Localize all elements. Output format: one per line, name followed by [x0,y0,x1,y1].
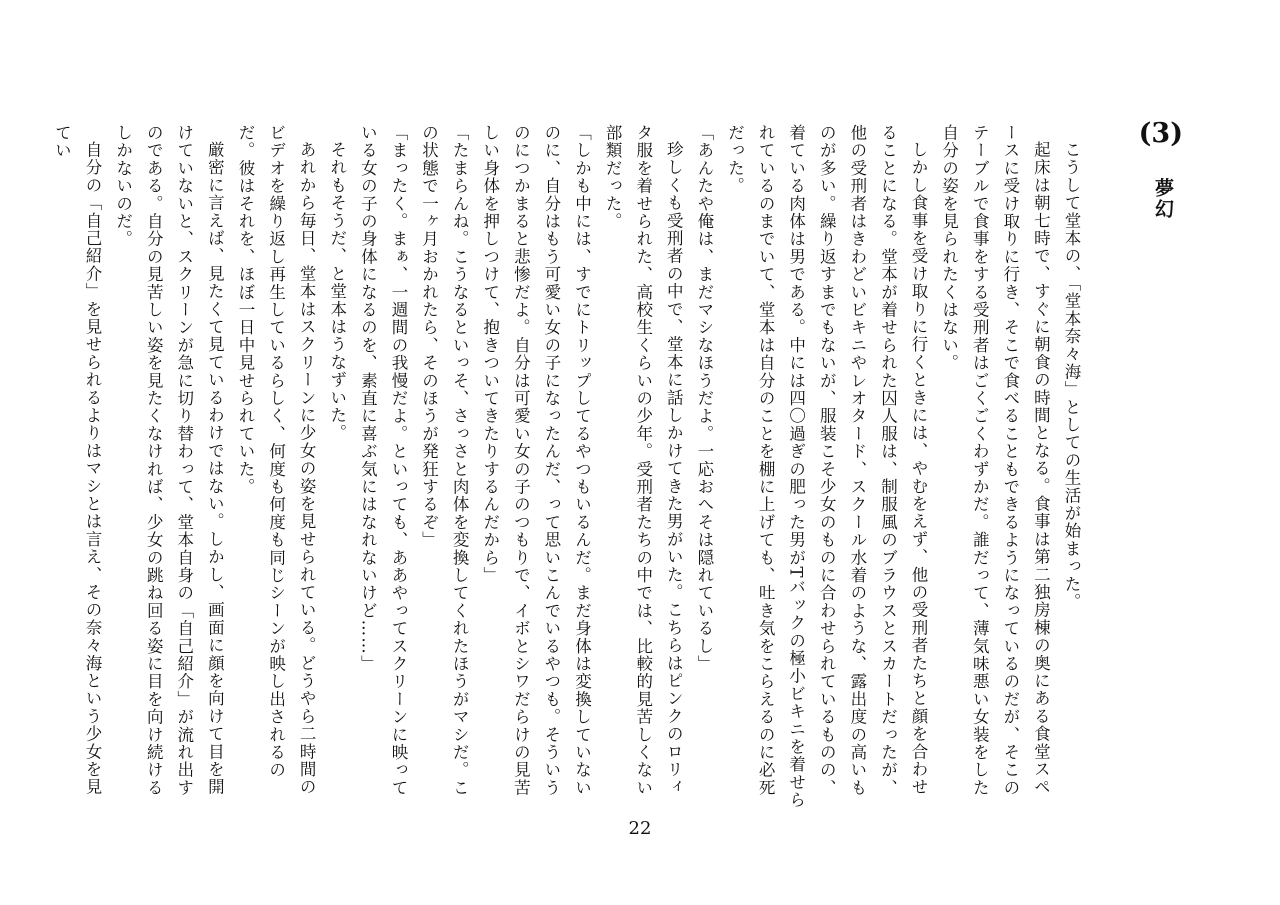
body-text [52,124,1086,809]
paragraph: それもそうだ、と堂本はうなずいた。 [327,140,347,442]
paragraph: 珍しくも受刑者の中で、堂本に話しかけてきた男がいた。こちらはピンクのロリィタ服を着せられた、高校生くらいの少年。受刑者たちの中では、比較的見苦しくない部類だった。 [603,124,684,797]
paragraph: 「あんたや俺は、まだマシなほうだよ。一応おへそは隠れているし」 [694,124,714,673]
paragraph: しかし食事を受け取りに行くときには、やむをえず、他の受刑者たちと顔を合わせることになる。堂本が着せられた囚人服は、制服風のブラウスとスカートだったが、他の受刑者はきわどいビキニやレオタード、スクール水着のような、露出度の高いものが多い。繰り返すまでもないが、服装こそ少女のものに合わせられているものの、着ている肉体は男である。中には四〇過ぎの肥った男がTバックの極小ビキニを着せられているのまでいて、堂本は自分のことを棚に上げても、吐き気をこらえるのに必死だった。 [725,124,929,809]
paragraph: 「まったく。まぁ、一週間の我慢だよ。といっても、ああやってスクリーンに映っている女の子の身体になるのを、素直に喜ぶ気にはなれないけど……」 [358,124,408,797]
paragraph: 自分の「自己紹介」を見せられるよりはマシとは言え、その奈々海という少女を見てい [52,124,102,796]
paragraph: あれから毎日、堂本はスクリーンに少女の姿を見せられている。どうやら二時間のビデオを繰り返し再生しているらしく、何度も何度も同じシーンが映し出されるのだ。彼はそれを、ほぼ一日中見せられていた。 [235,124,317,796]
paragraph: 「しかも中には、すでにトリップしてるやつもいるんだ。まだ身体は変換していないのに、自分はもう可愛い女の子になったんだ、って思いこんでいるやつも。そういうのにつかまると悲惨だよ。自分は可愛い女の子のつもりで、イボとシワだらけの見苦しい身体を押しつけて、抱きついてきたりするんだから」 [480,124,592,797]
paragraph: 厳密に言えば、見たくて見ているわけではない。しかし、画面に顔を向けて目を開けていないと、スクリーンが急に切り替わって、堂本自身の「自己紹介」が流れ出すのである。自分の見苦しい姿を見たくなければ、少女の跳ね回る姿に目を向け続けるしかないのだ。 [113,124,225,797]
page-number: 22 [628,818,652,839]
chapter-number: (3) [1138,118,1183,149]
paragraph: 「たまらんね。こうなるといっそ、さっさと肉体を変換してくれたほうがマシだ。この状態で一ヶ月おかれたら、そのほうが発狂するぞ」 [419,124,470,797]
paragraph: 起床は朝七時で、すぐに朝食の時間となる。食事は第二独房棟の奥にある食堂スペースに受け取りに行き、そこで食べることもできるようになっているのだが、そこのテーブルで食事をする受刑者はごくごくわずかだ。誰だって、薄気味悪い女装をした自分の姿を見られたくはない。 [939,124,1051,797]
paragraph: こうして堂本の、「堂本奈々海」としての生活が始まった。 [1062,140,1081,611]
chapter-title: 夢幻 [1152,178,1174,220]
